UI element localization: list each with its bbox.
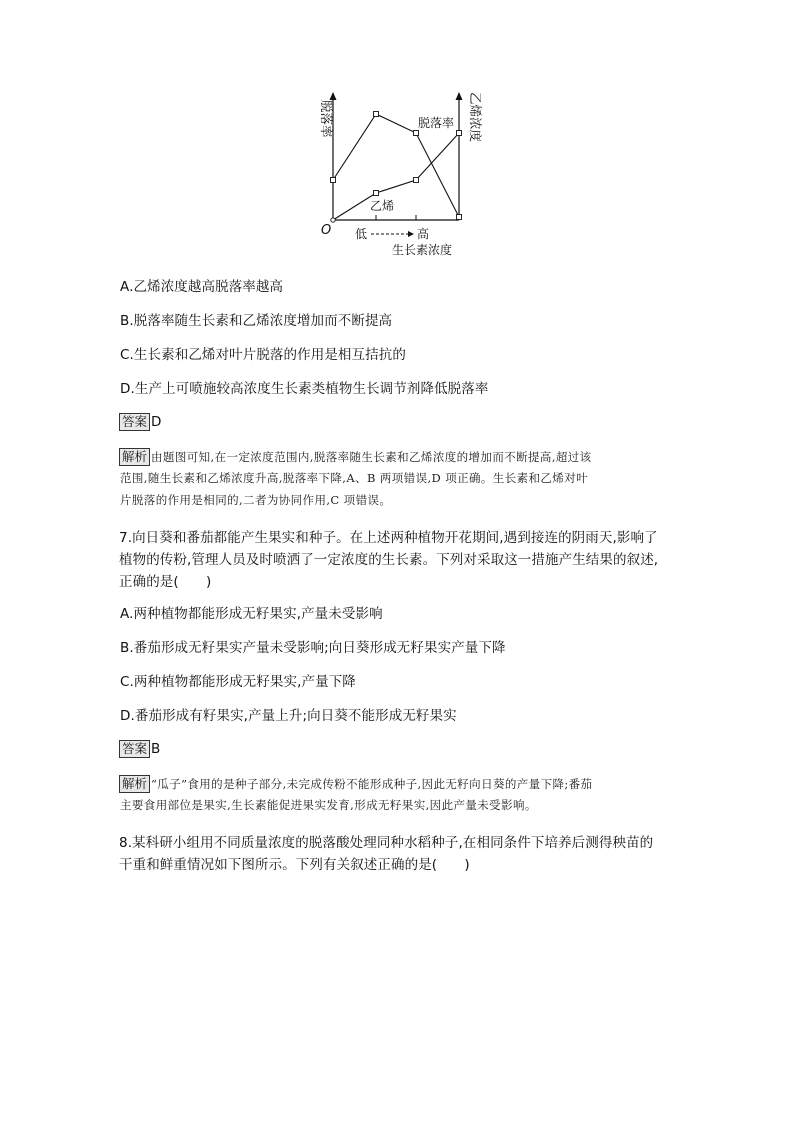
- explain-tag: 解析: [119, 448, 150, 466]
- x-axis-title: 生长素浓度: [392, 243, 453, 257]
- q6-option-b: B.脱落率随生长素和乙烯浓度增加而不断提高: [120, 313, 393, 329]
- q6-option-d: D.生产上可喷施较高浓度生长素类植物生长调节剂降低脱落率: [120, 381, 489, 397]
- abscission-point: [457, 215, 462, 220]
- abscission-point: [374, 112, 379, 117]
- q6-explain-line: 片脱落的作用是相同的,二者为协同作用,C 项错误。: [120, 493, 392, 507]
- x-direction-arrow: [408, 231, 414, 237]
- q8-stem-line: 干重和鲜重情况如下图所示。下列有关叙述正确的是( ): [119, 857, 470, 873]
- x-high-label: 高: [417, 227, 430, 241]
- ethylene-curve-label: 乙烯: [370, 199, 395, 213]
- abscission-point: [331, 178, 336, 183]
- abscission-ethylene-chart: [300, 88, 500, 263]
- q6-answer-value: D: [151, 414, 162, 430]
- q6-explanation: [119, 446, 592, 466]
- explain-tag: 解析: [119, 775, 150, 793]
- q7-option-c: C.两种植物都能形成无籽果实,产量下降: [120, 674, 356, 690]
- left-y-label: 脱落率: [319, 100, 334, 138]
- abscission-curve-label: 脱落率: [418, 116, 455, 130]
- ethylene-curve: [333, 133, 459, 220]
- q7-stem-line: 正确的是( ): [119, 574, 212, 590]
- q7-option-b: B.番茄形成无籽果实产量未受影响;向日葵形成无籽果实产量下降: [120, 640, 506, 656]
- right-y-label: 乙烯浓度: [468, 92, 483, 143]
- abscission-point: [414, 131, 419, 136]
- q6-option-c: C.生长素和乙烯对叶片脱落的作用是相互拮抗的: [120, 347, 406, 363]
- ethylene-point: [457, 131, 462, 136]
- origin-point: [331, 218, 335, 222]
- left-y-arrow: [330, 92, 337, 100]
- q6-explain-line: 范围,随生长素和乙烯浓度升高,脱落率下降,A、B 两项错误,D 项正确。生长素和乙烯对叶: [120, 471, 589, 485]
- q7-answer-value: B: [151, 741, 161, 757]
- q7-answer-row: [119, 738, 160, 758]
- q6-explain-line: 由题图可知,在一定浓度范围内,脱落率随生长素和乙烯浓度的增加而不断提高,超过该: [151, 450, 592, 464]
- q6-answer-row: [119, 411, 161, 431]
- answer-tag: 答案: [119, 740, 150, 758]
- q7-option-d: D.番茄形成有籽果实,产量上升;向日葵不能形成无籽果实: [120, 708, 457, 724]
- right-y-arrow: [456, 92, 463, 100]
- ethylene-point: [414, 178, 419, 183]
- q7-stem-line: 植物的传粉,管理人员及时喷洒了一定浓度的生长素。下列对采取这一措施产生结果的叙述,: [119, 552, 659, 568]
- q7-explanation: [119, 773, 592, 793]
- q6-option-a: A.乙烯浓度越高脱落率越高: [120, 279, 284, 295]
- answer-tag: 答案: [119, 413, 150, 431]
- ethylene-point: [374, 191, 379, 196]
- origin-label: O: [321, 223, 332, 238]
- q7-explain-line: “瓜子”食用的是种子部分,未完成传粉不能形成种子,因此无籽向日葵的产量下降;番茄: [151, 777, 593, 791]
- q7-option-a: A.两种植物都能形成无籽果实,产量未受影响: [120, 606, 383, 622]
- x-low-label: 低: [355, 227, 368, 241]
- q7-stem-line: 7.向日葵和番茄都能产生果实和种子。在上述两种植物开花期间,遇到接连的阴雨天,影响了: [119, 530, 658, 546]
- q7-explain-line: 主要食用部位是果实,生长素能促进果实发育,形成无籽果实,因此产量未受影响。: [120, 798, 537, 812]
- q8-stem-line: 8.某科研小组用不同质量浓度的脱落酸处理同种水稻种子,在相同条件下培养后测得秧苗的: [119, 835, 654, 851]
